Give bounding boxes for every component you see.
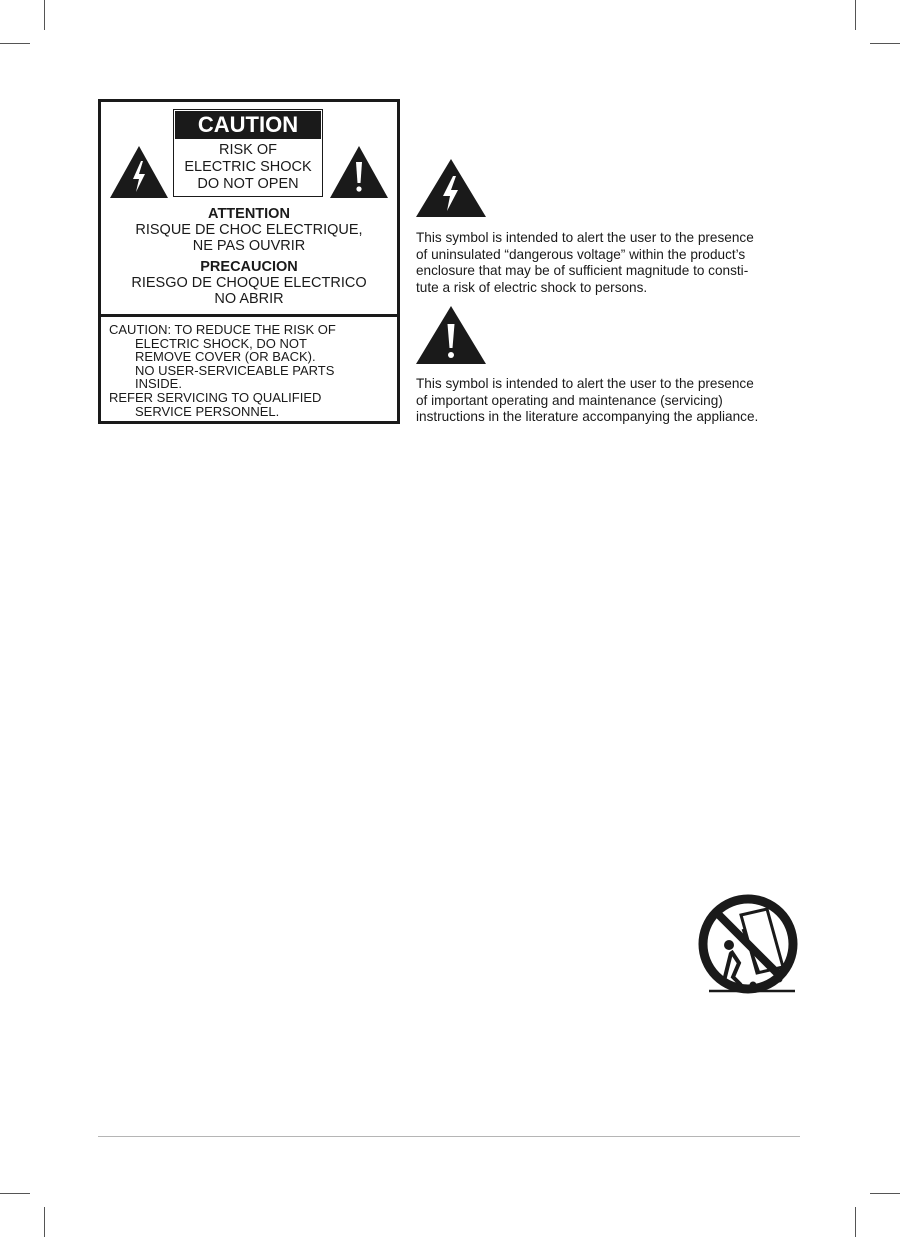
french-warning-body: RISQUE DE CHOC ELECTRIQUE, NE PAS OUVRIR xyxy=(135,222,363,254)
caution-subtext: RISK OF ELECTRIC SHOCK DO NOT OPEN xyxy=(184,142,312,192)
crop-mark xyxy=(44,0,45,30)
caution-panel xyxy=(98,99,400,424)
lightning-triangle-icon xyxy=(415,158,487,218)
crop-mark xyxy=(870,1193,900,1194)
caution-label-upper xyxy=(101,102,397,312)
caution-instructions-text xyxy=(109,323,393,418)
explanation-line: enclosure that may be of sufficient magnitude to consti- xyxy=(416,263,749,279)
instruction-line: SERVICE PERSONNEL. xyxy=(135,403,280,419)
lightning-symbol-explanation xyxy=(416,230,806,296)
instruction-line: ELECTRIC SHOCK, DO NOT xyxy=(135,335,307,351)
cart-tip-over-icon xyxy=(697,893,801,997)
spanish-warning xyxy=(101,259,397,307)
exclamation-triangle-icon xyxy=(329,145,389,199)
caution-box xyxy=(173,109,323,197)
explanation-line: instructions in the literature accompanying the appliance. xyxy=(416,409,759,425)
instruction-line: INSIDE. xyxy=(135,376,182,392)
exclamation-symbol-explanation xyxy=(416,376,806,426)
instruction-line: REMOVE COVER (OR BACK). xyxy=(135,349,316,365)
crop-mark xyxy=(44,1207,45,1237)
crop-mark xyxy=(855,1207,856,1237)
crop-mark xyxy=(855,0,856,30)
instruction-line: CAUTION: TO REDUCE THE RISK OF xyxy=(109,322,336,337)
crop-mark xyxy=(870,43,900,44)
french-warning-title: ATTENTION xyxy=(208,206,290,222)
explanation-line: of important operating and maintenance (servicing) xyxy=(416,392,723,408)
instruction-line: REFER SERVICING TO QUALIFIED xyxy=(109,389,322,405)
explanation-line: of uninsulated “dangerous voltage” within the product’s xyxy=(416,246,746,262)
crop-mark xyxy=(0,1193,30,1194)
exclamation-triangle-icon xyxy=(415,305,487,365)
french-warning xyxy=(101,206,397,254)
spanish-warning-body: RIESGO DE CHOQUE ELECTRICO NO ABRIR xyxy=(131,275,367,307)
lightning-triangle-icon xyxy=(109,145,169,199)
instruction-line: NO USER-SERVICEABLE PARTS xyxy=(135,362,335,378)
explanation-line: This symbol is intended to alert the user to the presence xyxy=(416,376,754,391)
caution-instructions xyxy=(101,314,397,421)
explanation-line: This symbol is intended to alert the user to the presence xyxy=(416,230,754,245)
spanish-warning-title: PRECAUCION xyxy=(200,259,298,275)
caution-title: CAUTION xyxy=(175,111,321,139)
crop-mark xyxy=(0,43,30,44)
explanation-line: tute a risk of electric shock to persons. xyxy=(416,279,648,295)
footer-rule xyxy=(98,1136,800,1137)
